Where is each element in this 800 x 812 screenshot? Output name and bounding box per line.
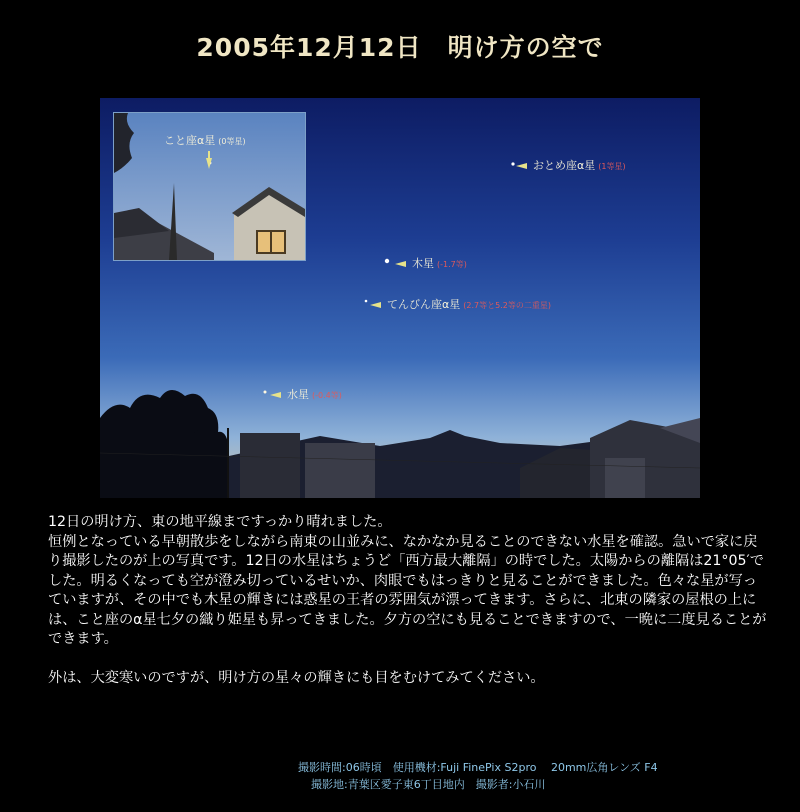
credit-line-equipment: 撮影時間:06時頃 使用機材:Fuji FinePix S2pro 20mm広角レンズ F4 <box>298 761 658 774</box>
label-libra: てんびん座α星 (2.7等と5.2等の二重星) <box>370 296 551 312</box>
arrow-left-icon <box>516 163 527 169</box>
label-jupiter: 木星 (-1.7等) <box>395 255 467 271</box>
paragraph-2: 恒例となっている早朝散歩をしながら南東の山並みに、なかなか見ることのできない水星を確認。急いで家に戻り撮影したのが上の写真です。12日の水星はちょうど「西方最大離隔」の時でした。太陽からの離隔は21°05′でした。明るくなっても空が澄み切っているせいか、肉眼でもはっきりと見ることができました。色々な星が写っていますが、その中でも木星の輝きには惑星の王者の雰囲気が漂ってきます。さらに、北東の隣家の屋根の上には、こと座のα星七夕の織り姫星も昇ってきました。夕方の空にも見ることできますので、一晩に二度見ることができます。 <box>48 533 767 647</box>
paragraph-1: 12日の明け方、東の地平線まですっかり晴れました。 <box>48 514 392 530</box>
credit-line-location: 撮影地:青葉区愛子東6丁目地内 撮影者:小石川 <box>311 778 546 791</box>
arrow-vega-stem <box>208 151 210 158</box>
arrow-left-icon <box>270 392 281 398</box>
page-title: 2005年12月12日 明け方の空で <box>196 33 604 62</box>
arrow-vega-icon <box>206 158 212 169</box>
label-spica: おとめ座α星 (1等星) <box>516 157 626 173</box>
paragraph-3: 外は、大変寒いのですが、明け方の星々の輝きにも目をむけてみてください。 <box>48 670 545 686</box>
label-mercury: 水星 (-0.4等) <box>270 386 342 402</box>
article-text <box>48 513 768 689</box>
label-vega: こと座α星 (0等星) <box>164 134 246 147</box>
arrow-left-icon <box>395 261 406 267</box>
arrow-left-icon <box>370 302 381 308</box>
